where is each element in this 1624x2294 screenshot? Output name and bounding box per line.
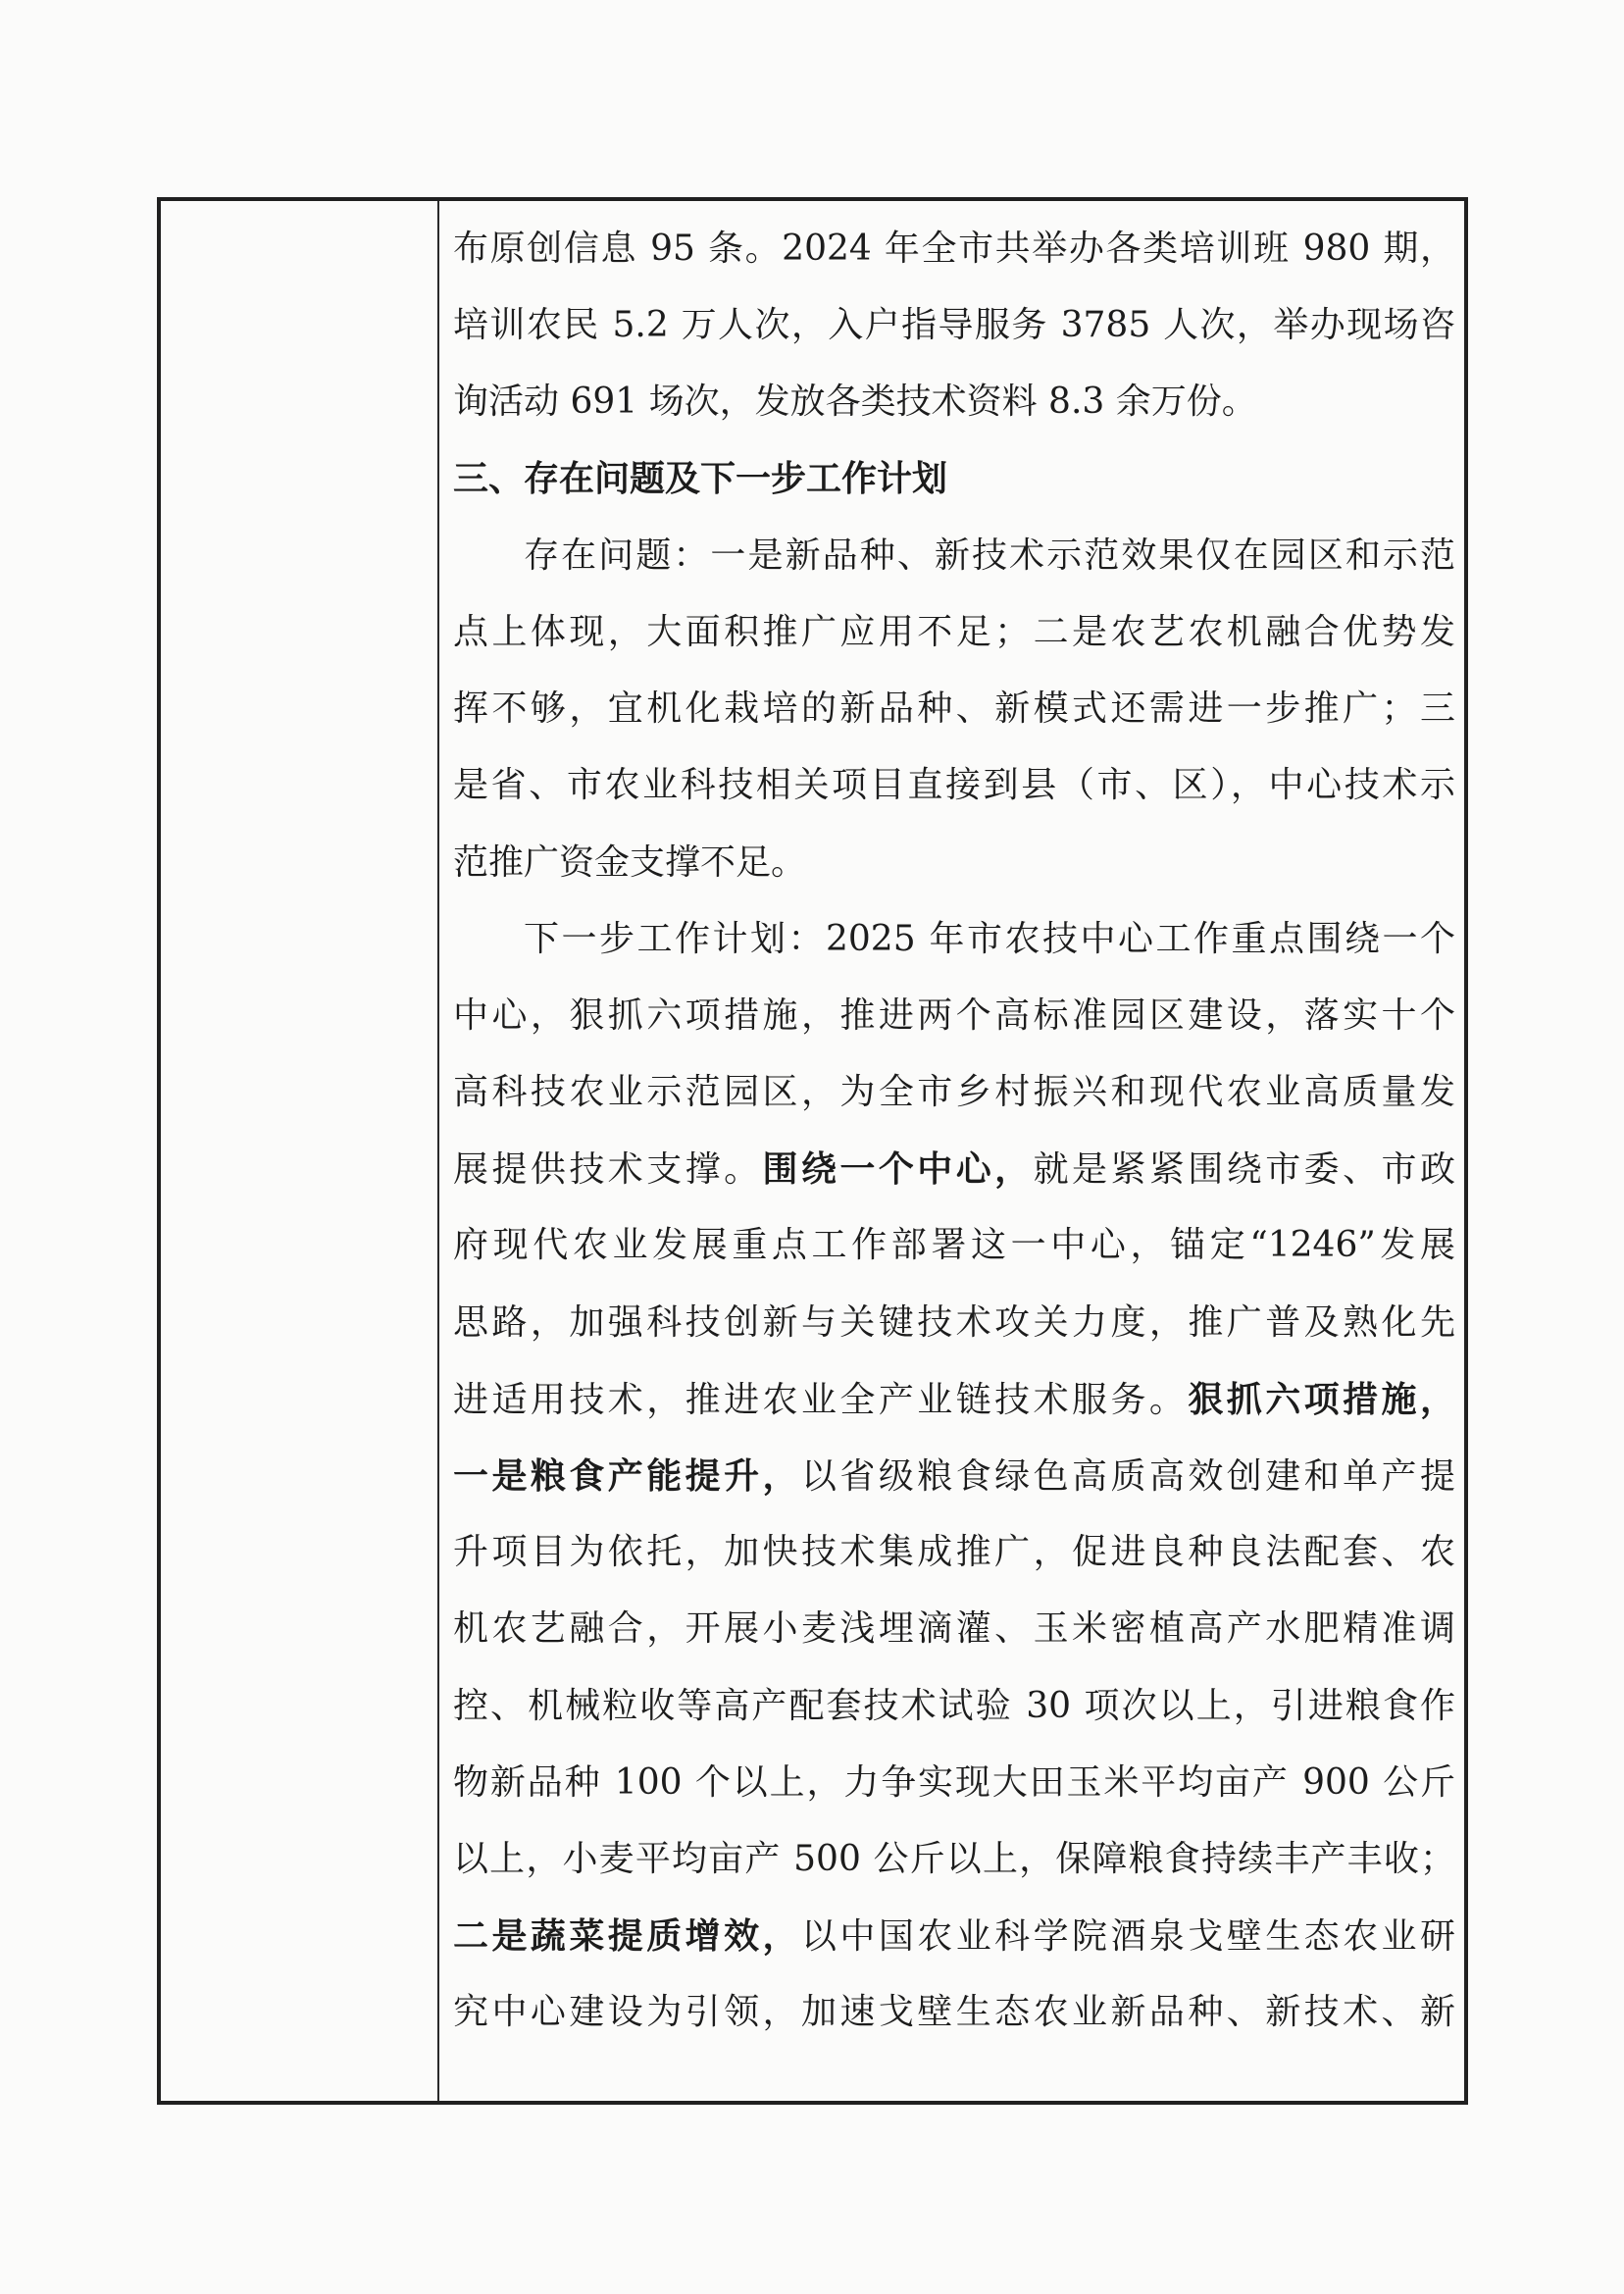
text-line: 挥不够，宜机化栽培的新品种、新模式还需进一步推广；三: [453, 688, 1455, 730]
text-line: 物新品种 100 个以上，力争实现大田玉米平均亩产 900 公斤: [453, 1761, 1455, 1803]
text-line: 范推广资金支撑不足。: [453, 841, 807, 883]
text-line: [453, 1361, 1455, 1438]
text-line: 府现代农业发展重点工作部署这一中心，锚定“1246”发展: [453, 1225, 1455, 1266]
text-segment: 进适用技术，推进农业全产业链技术服务。: [453, 1379, 1189, 1420]
section-heading: 三、存在问题及下一步工作计划: [453, 458, 948, 499]
bold-phrase: 二是蔬菜提质增效，: [453, 1915, 801, 1958]
text-line: 培训农民 5.2 万人次，入户指导服务 3785 人次，举办现场咨: [453, 305, 1455, 346]
text-line: [453, 1131, 1455, 1207]
text-line: 思路，加强科技创新与关键技术攻关力度，推广普及熟化先: [453, 1301, 1455, 1343]
text-line: [453, 1898, 1455, 1974]
text-segment: 以省级粮食绿色高质高效创建和单产提: [800, 1456, 1455, 1497]
text-line: 点上体现，大面积推广应用不足；二是农艺农机融合优势发: [453, 611, 1455, 652]
bold-phrase: 一是粮食产能提升，: [453, 1455, 801, 1497]
text-line: 询活动 691 场次，发放各类技术资料 8.3 余万份。: [453, 382, 1257, 423]
text-line: 下一步工作计划：2025 年市农技中心工作重点围绕一个: [524, 918, 1455, 959]
text-segment: 就是紧紧围绕市委、市政: [1033, 1149, 1455, 1191]
text-line: [453, 1438, 1455, 1514]
text-line: 以上，小麦平均亩产 500 公斤以上，保障粮食持续丰产丰收；: [453, 1838, 1455, 1879]
text-segment: 展提供技术支撑。: [453, 1149, 763, 1191]
text-line: 控、机械粒收等高产配套技术试验 30 项次以上，引进粮食作: [453, 1685, 1455, 1726]
bold-phrase: 围绕一个中心，: [762, 1148, 1034, 1191]
text-line: 存在问题：一是新品种、新技术示范效果仅在园区和示范: [524, 535, 1455, 576]
report-body-text: [453, 211, 1455, 2052]
text-line: 是省、市农业科技相关项目直接到县（市、区），中心技术示: [453, 765, 1455, 806]
text-line: 机农艺融合，开展小麦浅埋滴灌、玉米密植高产水肥精准调: [453, 1608, 1455, 1650]
text-line: 究中心建设为引领，加速戈壁生态农业新品种、新技术、新: [453, 1992, 1455, 2033]
bold-phrase: 狠抓六项措施，: [1188, 1378, 1455, 1420]
text-line: 升项目为依托，加快技术集成推广，促进良种良法配套、农: [453, 1532, 1455, 1573]
table-left-cell: [161, 201, 439, 2101]
text-segment: 以中国农业科学院酒泉戈壁生态农业研: [800, 1916, 1455, 1958]
text-line: 中心，狠抓六项措施，推进两个高标准园区建设，落实十个: [453, 994, 1455, 1036]
text-line: 高科技农业示范园区，为全市乡村振兴和现代农业高质量发: [453, 1072, 1455, 1113]
text-line: 布原创信息 95 条。2024 年全市共举办各类培训班 980 期，: [453, 229, 1455, 269]
